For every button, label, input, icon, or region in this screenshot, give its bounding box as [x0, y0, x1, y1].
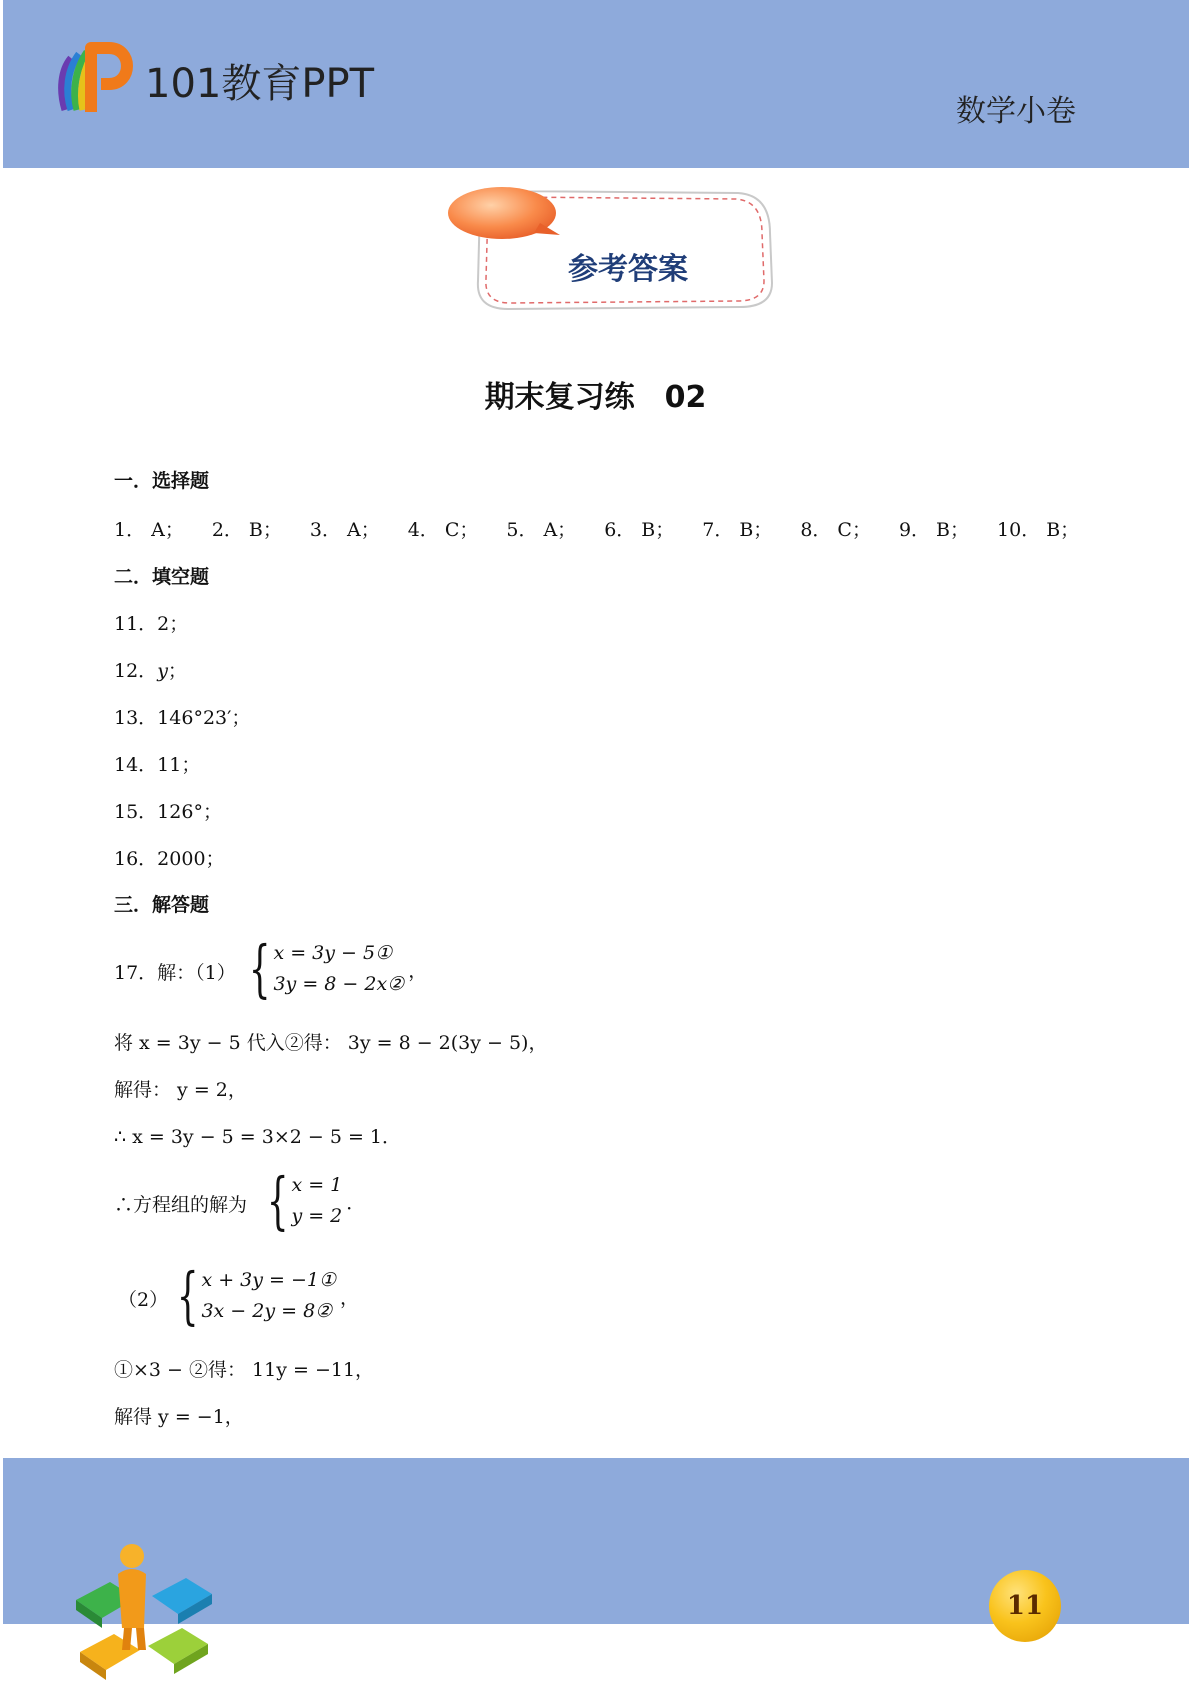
choice-answers	[114, 515, 1107, 542]
section-heading-choice: 一．选择题	[114, 470, 210, 492]
banner-title: 参考答案	[568, 252, 688, 287]
brace-glyph: {	[266, 1164, 289, 1237]
page-title: 期末复习练 02	[484, 380, 707, 415]
document-kind-label: 数学小卷	[956, 94, 1076, 129]
punctuation: ．	[346, 1191, 366, 1214]
punctuation: ，	[408, 959, 428, 982]
figure-with-tiles-icon	[66, 1540, 216, 1680]
equation-row: x + 3y = −1①	[201, 1269, 337, 1291]
section-heading-fill: 二．填空题	[114, 566, 210, 588]
brace-glyph: {	[176, 1259, 199, 1332]
equation-row: x = 1	[291, 1174, 343, 1196]
choice-answer: 1． A；	[114, 519, 184, 541]
q17-lead: 17．解：（1）	[114, 962, 236, 984]
choice-answer: 4． C；	[407, 519, 479, 541]
equation-system-1	[240, 932, 428, 1005]
fill-answer-15: 15．126°；	[114, 801, 222, 823]
fill-answer-12: 12．y；	[114, 660, 187, 682]
choice-answer: 3． A；	[309, 519, 380, 541]
solution-system	[258, 1164, 366, 1237]
fill-answer-13: 13．146°23′；	[114, 707, 251, 729]
solve-y2-step: 解得 y = −1，	[114, 1406, 244, 1428]
equation-row: y = 2	[291, 1205, 343, 1227]
equation-row: 3x − 2y = 8②	[201, 1300, 333, 1322]
choice-answer: 5． A；	[506, 519, 577, 541]
solve-x-step: ∴ x = 3y − 5 = 3×2 − 5 = 1．	[114, 1126, 402, 1148]
equation-row: x = 3y − 5①	[273, 942, 393, 964]
equation-system-2	[168, 1259, 360, 1332]
section-heading-solve: 三．解答题	[114, 894, 210, 916]
choice-answer: 10． B；	[997, 519, 1080, 541]
part2-lead: （2）	[118, 1289, 169, 1311]
page-number-badge	[989, 1570, 1061, 1642]
choice-answer: 7． B；	[702, 519, 773, 541]
equation-row: 3y = 8 − 2x②	[273, 973, 405, 995]
fill-answer-11: 11．2；	[114, 613, 189, 635]
elimination-step: ①×3 − ②得： 11y = −11，	[114, 1359, 375, 1381]
logo-icon	[57, 40, 133, 116]
page-number: 11	[1006, 1591, 1044, 1621]
choice-answer: 8． C；	[800, 519, 871, 541]
choice-answer: 6． B；	[604, 519, 675, 541]
solution-lead: ∴方程组的解为	[114, 1194, 248, 1216]
fill-answer-16: 16．2000；	[114, 848, 225, 870]
punctuation: ，	[340, 1286, 360, 1309]
fill-answer-14: 14．11；	[114, 754, 201, 776]
choice-answer: 2． B；	[211, 519, 282, 541]
substitution-step: 将 x = 3y − 5 代入②得： 3y = 8 − 2(3y − 5)，	[114, 1032, 548, 1054]
brand-name: 101教育PPT	[145, 61, 375, 107]
choice-answer: 9． B；	[898, 519, 970, 541]
solve-y-step: 解得： y = 2，	[114, 1079, 247, 1101]
brace-glyph: {	[248, 932, 271, 1005]
